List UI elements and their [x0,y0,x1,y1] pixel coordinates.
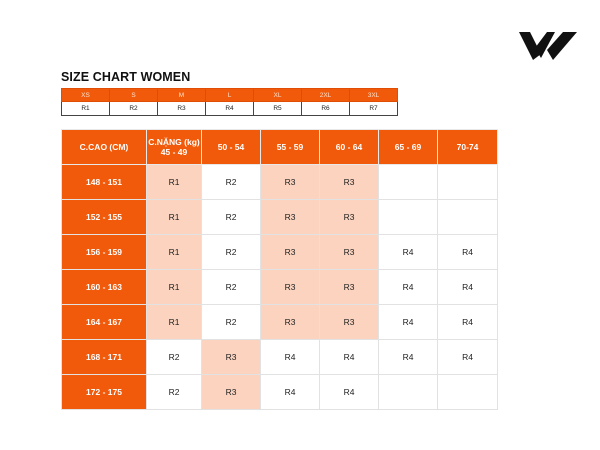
size-cell: R3 [261,200,320,235]
size-cell: R3 [261,165,320,200]
grid-header-row [62,130,498,165]
weight-column-header [147,130,202,165]
size-cell: R4 [438,235,498,270]
size-cell: R4 [320,375,379,410]
size-cell: R3 [202,375,261,410]
size-label: M [158,89,206,102]
size-cell: R3 [320,165,379,200]
size-cell: R3 [261,270,320,305]
size-cell: R2 [147,375,202,410]
height-column-header: C.CAO (CM) [62,130,147,165]
weight-column-header: 60 - 64 [320,130,379,165]
size-label: 2XL [302,89,350,102]
size-cell: R4 [320,340,379,375]
size-cell: R1 [147,200,202,235]
weight-header-title: C.NẶNG (kg) [148,137,200,147]
height-range-cell: 152 - 155 [62,200,147,235]
size-cell: R3 [202,340,261,375]
size-code: R7 [350,102,398,116]
size-cell: R2 [202,200,261,235]
table-row [62,165,498,200]
size-cell: R2 [202,270,261,305]
size-code: R5 [254,102,302,116]
size-cell: R4 [261,340,320,375]
weight-column-header: 70-74 [438,130,498,165]
table-row [62,340,498,375]
size-cell: R1 [147,305,202,340]
size-cell: R3 [320,270,379,305]
size-cell: R3 [320,200,379,235]
size-cell: R2 [202,235,261,270]
size-cell [379,165,438,200]
size-code-table [61,88,398,116]
size-code: R4 [206,102,254,116]
size-code: R3 [158,102,206,116]
height-range-cell: 164 - 167 [62,305,147,340]
size-cell [438,200,498,235]
size-label: 3XL [350,89,398,102]
size-cell: R4 [379,270,438,305]
height-range-cell: 160 - 163 [62,270,147,305]
size-cell: R4 [379,305,438,340]
size-cell: R1 [147,165,202,200]
size-cell [438,165,498,200]
size-cell: R2 [202,165,261,200]
size-cell: R3 [320,305,379,340]
size-code-row [62,102,398,116]
table-row [62,375,498,410]
size-label: S [110,89,158,102]
table-row [62,200,498,235]
size-cell: R4 [438,340,498,375]
height-range-cell: 168 - 171 [62,340,147,375]
table-row [62,270,498,305]
size-cell: R4 [438,305,498,340]
size-cell: R3 [261,305,320,340]
weight-column-header: 65 - 69 [379,130,438,165]
size-label-row [62,89,398,102]
size-cell: R1 [147,235,202,270]
size-cell [379,200,438,235]
size-label: XS [62,89,110,102]
size-label: L [206,89,254,102]
height-range-cell: 172 - 175 [62,375,147,410]
height-range-cell: 148 - 151 [62,165,147,200]
size-cell [438,375,498,410]
size-label: XL [254,89,302,102]
size-cell: R3 [261,235,320,270]
size-cell: R4 [379,340,438,375]
table-row [62,235,498,270]
weight-header-range: 45 - 49 [160,147,188,157]
size-cell: R2 [147,340,202,375]
height-weight-grid [61,129,498,410]
size-code: R2 [110,102,158,116]
weight-column-header: 55 - 59 [261,130,320,165]
table-row [62,305,498,340]
size-cell: R4 [438,270,498,305]
size-cell: R4 [379,235,438,270]
weight-column-header: 50 - 54 [202,130,261,165]
size-cell [379,375,438,410]
brand-logo [519,30,577,60]
height-range-cell: 156 - 159 [62,235,147,270]
size-cell: R4 [261,375,320,410]
size-cell: R1 [147,270,202,305]
size-cell: R3 [320,235,379,270]
size-code: R6 [302,102,350,116]
page-title: SIZE CHART WOMEN [61,70,191,84]
size-cell: R2 [202,305,261,340]
size-code: R1 [62,102,110,116]
